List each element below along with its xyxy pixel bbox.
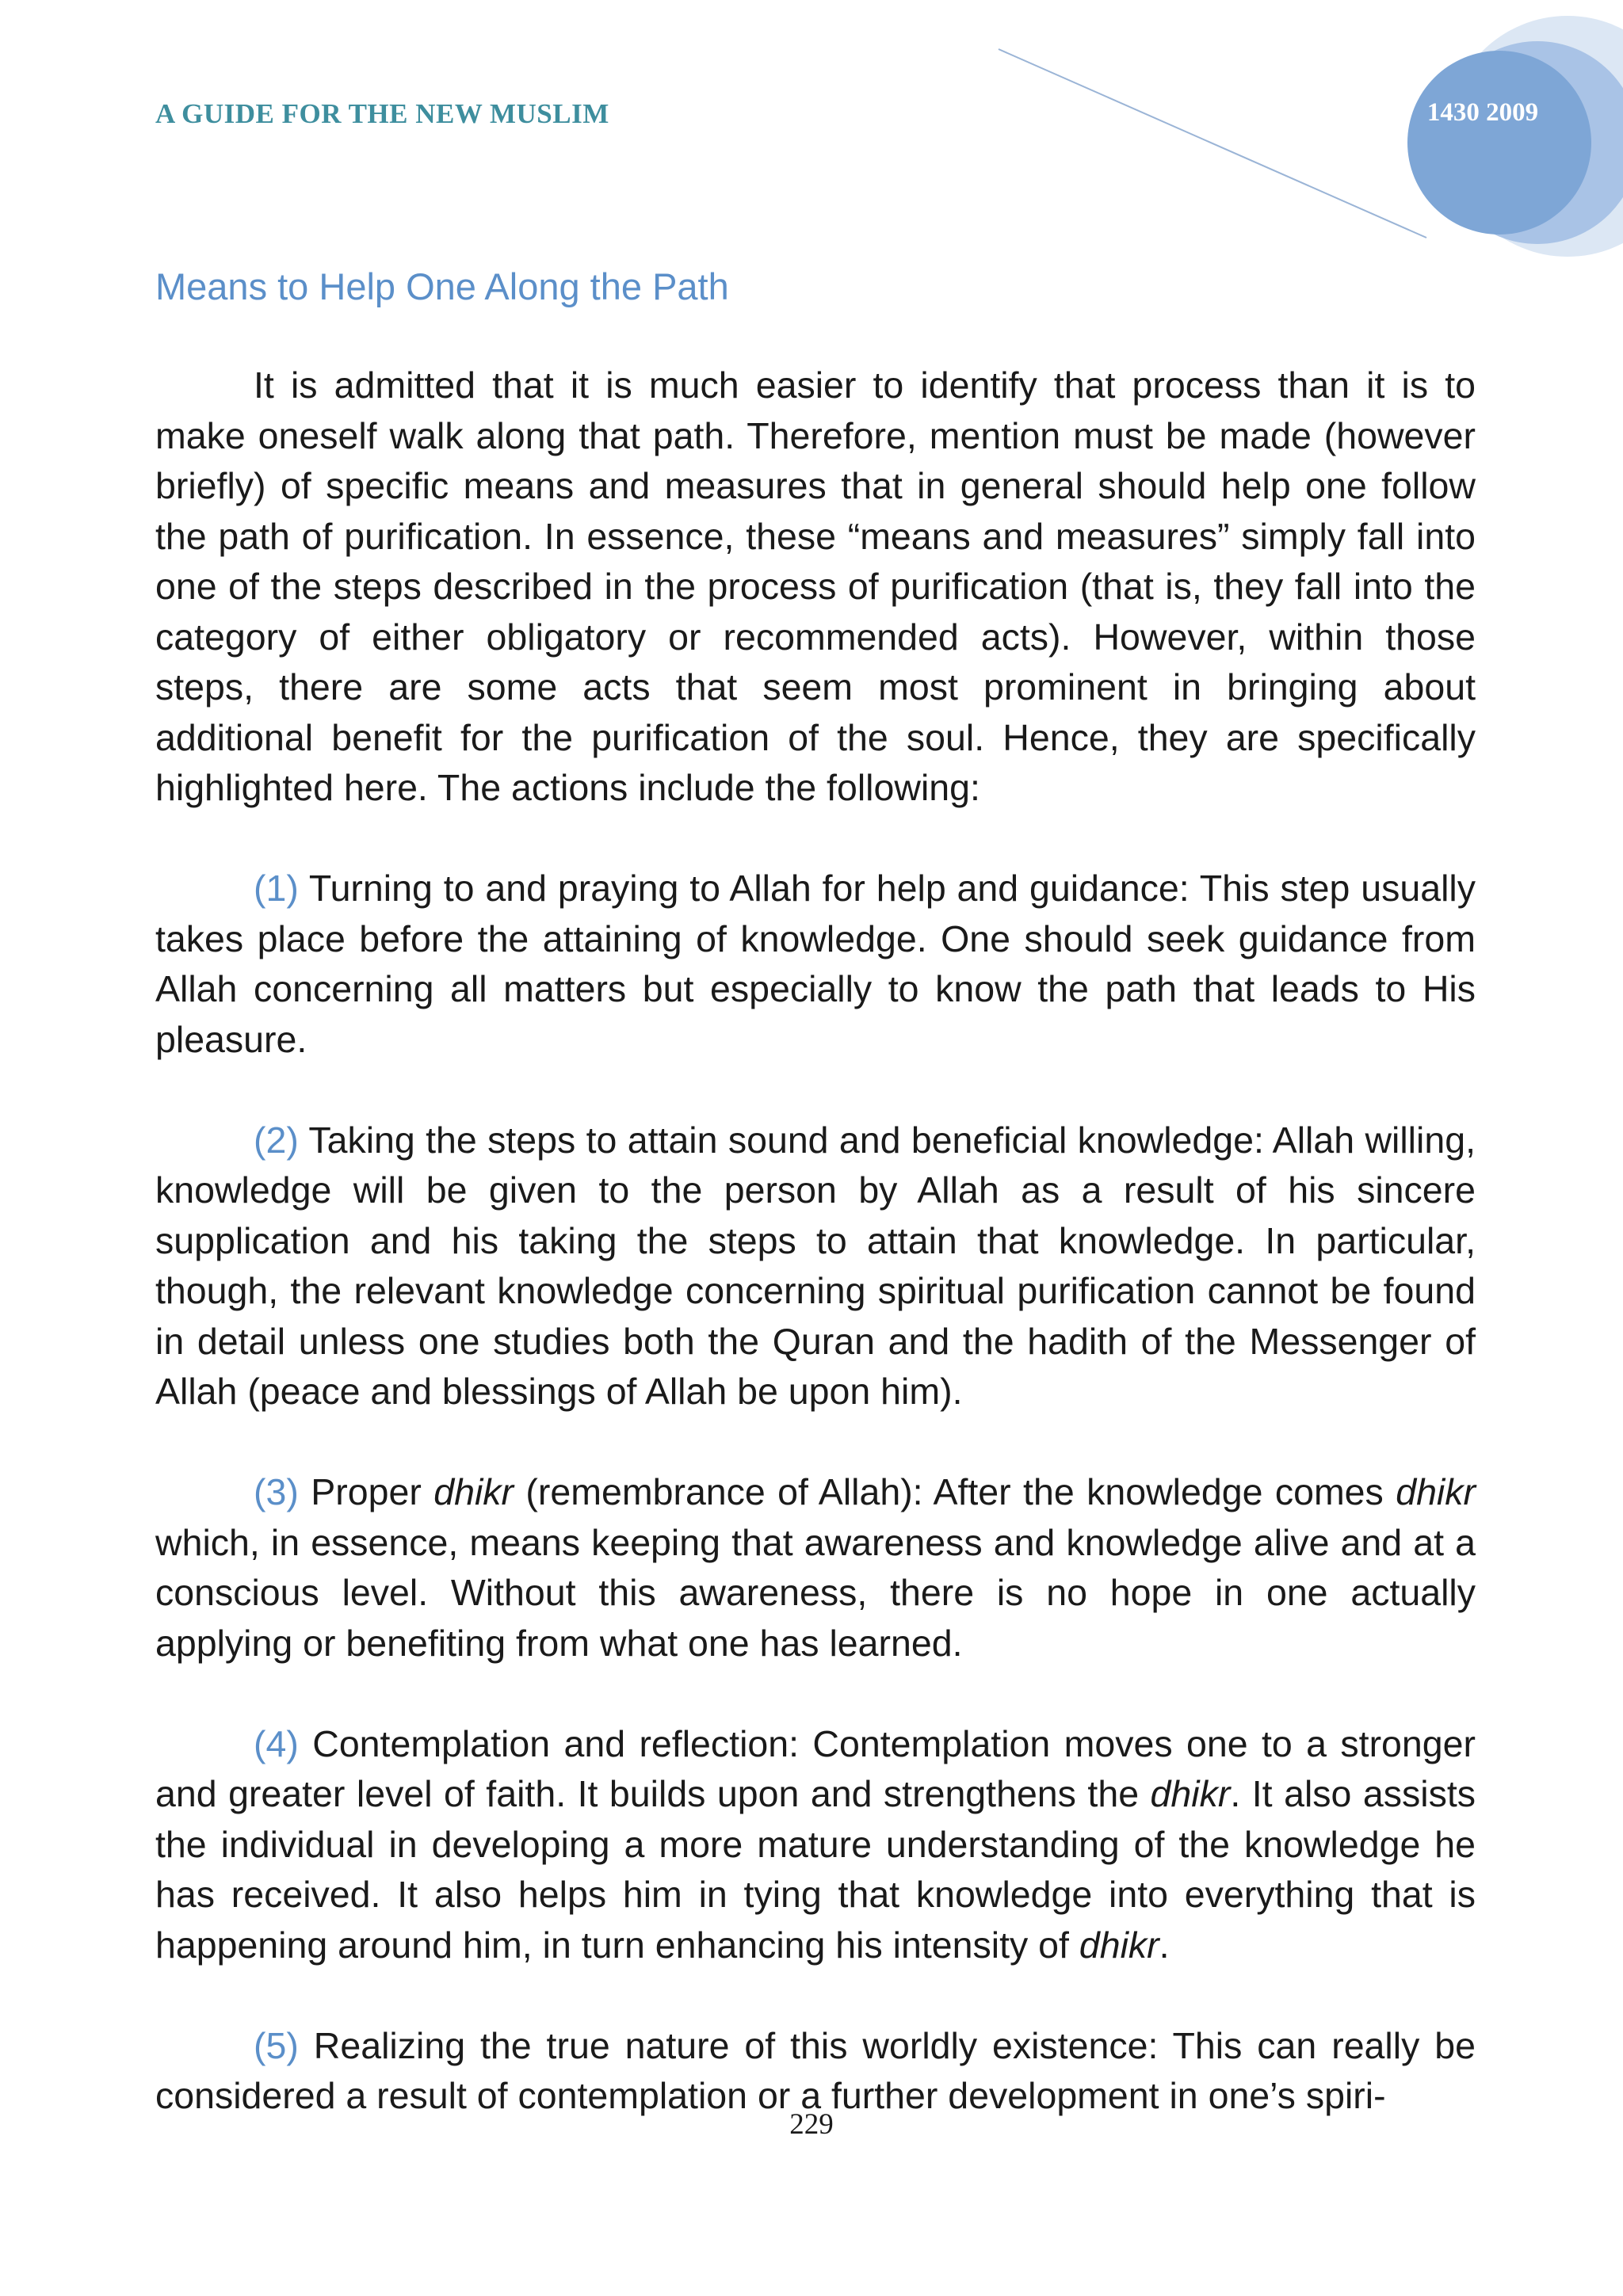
decor-inner-circle [1407, 51, 1591, 235]
item-number: (2) [254, 1119, 299, 1161]
item-text-part: (remembrance of Allah): After the knowledge comes [514, 1471, 1396, 1512]
item-number: (3) [254, 1471, 299, 1512]
item-text-part: . [1159, 1924, 1170, 1966]
header-decoration-icon [983, 0, 1623, 269]
body-text [155, 360, 1476, 2172]
header-year: 1430 2009 [1426, 98, 1539, 127]
section-title: Means to Help One Along the Path [155, 265, 729, 307]
item-number: (1) [254, 868, 299, 909]
list-item-3 [155, 1467, 1476, 1669]
list-item-2 [155, 1116, 1476, 1417]
item-text-part: which, in essence, means keeping that awareness and knowledge alive and at a conscious level. Without this awareness, there is no hope in one actually applying or benefiting from what one has learned. [155, 1521, 1476, 1664]
intro-paragraph: It is admitted that it is much easier to identify that process than it is to make oneself walk along that path. Therefore, mention must be made (however briefly) of specific means and measures that in general should help one follow the path of purification. In essence, these “means and measures” simply fall into one of the steps described in the process of purification (that is, they fall into the category of either obligatory or recommended acts). However, within those steps, there are some acts that seem most prominent in bringing about additional benefit for the purification of the soul. Hence, they are specifically highlighted here. The actions include the following: [155, 364, 1476, 808]
list-item-1 [155, 864, 1476, 1065]
item-text-part: Proper [311, 1471, 434, 1512]
list-item-5 [155, 2021, 1476, 2122]
item-text-part: . It also assists the individual in developing a more mature understanding of the knowledge he has received. It also helps him in tying that knowledge into everything that is happening around him, in turn enhancing his intensity of [155, 1773, 1476, 1966]
dhikr-term: dhikr [1079, 1924, 1159, 1966]
item-text-part: Contemplation and reflection: Contemplation moves one to a stronger and greater level of faith. It builds upon and strengthens the [155, 1722, 1476, 1814]
item-text: Turning to and praying to Allah for help and guidance: This step usually takes place before the attaining of knowledge. One should seek guidance from Allah concerning all matters but especially to know the path that leads to His pleasure. [155, 868, 1476, 1060]
dhikr-term: dhikr [1150, 1773, 1231, 1814]
item-number: (5) [254, 2024, 299, 2066]
dhikr-term: dhikr [433, 1471, 514, 1512]
decor-line [999, 49, 1426, 238]
book-title: A GUIDE FOR THE NEW MUSLIM [155, 98, 609, 129]
item-text: Taking the steps to attain sound and beneficial knowledge: Allah willing, knowledge will be given to the person by Allah as a result of his sincere supplication and his taking the steps to attain that knowledge. In particular, though, the relevant knowledge concerning spiritual purification cannot be found in detail unless one studies both the Quran and the hadith of the Messenger of Allah (peace and blessings of Allah be upon him). [155, 1119, 1476, 1412]
page-number: 229 [789, 2108, 834, 2141]
list-item-4 [155, 1719, 1476, 1971]
item-text: Realizing the true nature of this worldly existence: This can really be considered a result of contemplation or a further development in one’s spiri- [155, 2024, 1476, 2116]
dhikr-term: dhikr [1396, 1471, 1476, 1512]
item-number: (4) [254, 1722, 299, 1764]
